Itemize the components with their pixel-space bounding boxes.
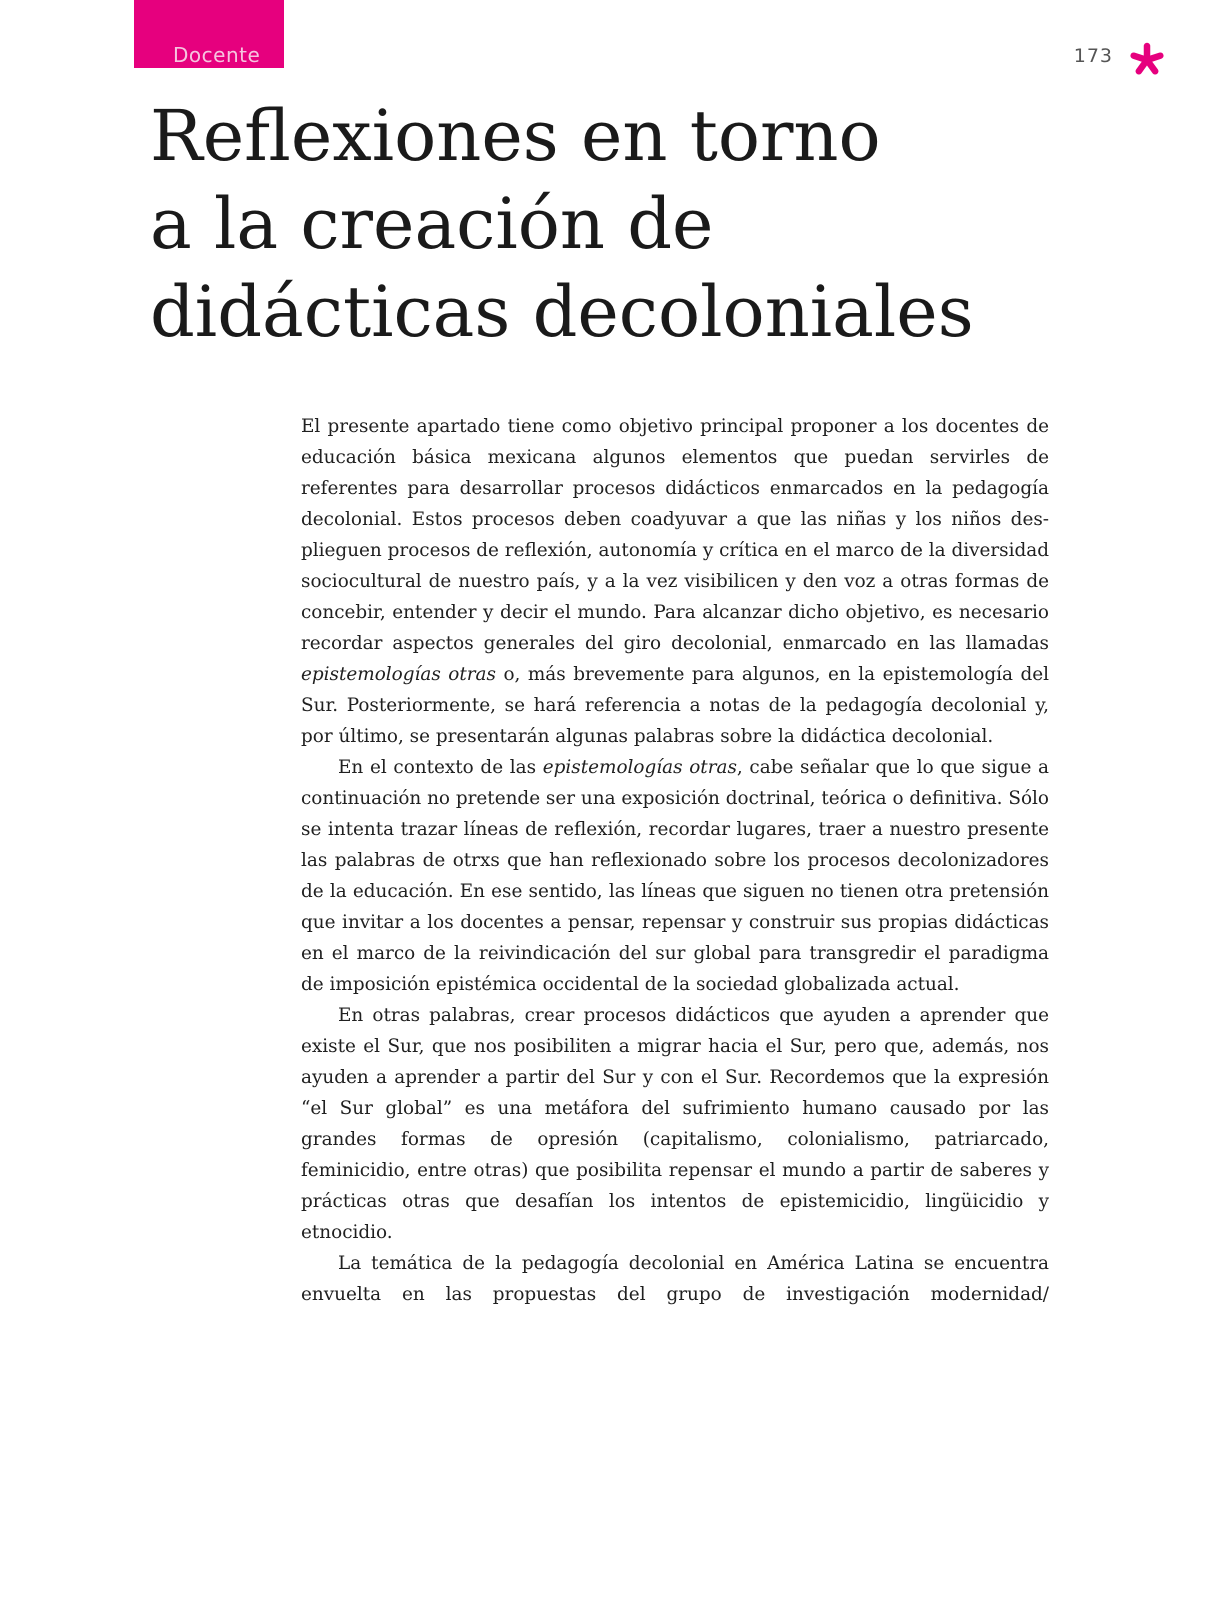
- body-text: [301, 411, 1049, 1310]
- section-label: Docente: [173, 43, 261, 67]
- paragraph-text: El presente apartado tiene como objetivo principal proponer a los docentes de educación básica mexicana algunos elementos que puedan servirles de referentes para desarrollar procesos didácticos enmarcados en la pedagogía decolonial. Estos procesos deben coadyuvar a que las niñas y los niños desplieguen procesos de reflexión, autonomía y crítica en el marco de la diversidad sociocultural de nuestro país, y a la vez visibilicen y den voz a otras formas de concebir, entender y decir el mundo. Para alcanzar dicho objetivo, es necesario recordar aspectos generales del giro decolonial, enmarcado en las llamadas: [301, 416, 1049, 654]
- paragraph-text: , cabe señalar que lo que sigue a continuación no pretende ser una exposición doctrinal, teórica o definitiva. Sólo se intenta trazar líneas de reflexión, recordar lugares, traer a nuestro presente las palabras de otrxs que han reflexionado sobre los procesos decolonizadores de la educación. En ese sentido, las líneas que siguen no tienen otra pretensión que invitar a los docentes a pensar, repensar y construir sus propias didácticas en el marco de la reivindicación del sur global para transgredir el paradigma de imposición epistémica occidental de la sociedad globalizada actual.: [301, 757, 1049, 995]
- paragraph-text: o, más brevemente para algunos, en la epistemología del Sur. Posteriormente, se hará referencia a notas de la pedagogía decolonial y, por último, se presentarán algunas palabras sobre la didáctica decolonial.: [301, 664, 1049, 747]
- body-paragraph: [301, 411, 1049, 752]
- italic-term: epistemologías otras: [542, 757, 737, 778]
- body-paragraph: [301, 752, 1049, 1000]
- title-line-2: a la creación de: [150, 183, 714, 265]
- page-title: [150, 92, 1110, 356]
- page-number: 173: [1073, 45, 1113, 67]
- paragraph-text: En otras palabras, crear procesos didácticos que ayuden a aprender que existe el Sur, que nos posibiliten a migrar hacia el Sur, pero que, además, nos ayuden a aprender a partir del Sur y con el Sur. Recordemos que la expresión “el Sur global” es una metáfora del sufrimiento humano causado por las grandes formas de opresión (capitalismo, colonialismo, patriarcado, feminicidio, entre otras) que posibilita repensar el mundo a partir de saberes y prácticas otras que desafían los intentos de epistemicidio, lingüicidio y etnocidio.: [301, 1005, 1049, 1243]
- body-paragraph: [301, 1000, 1049, 1248]
- asterisk-icon: [1129, 42, 1165, 78]
- italic-term: epistemologías otras: [301, 664, 496, 685]
- title-line-1: Reflexiones en torno: [150, 95, 881, 177]
- body-paragraph: [301, 1248, 1049, 1310]
- paragraph-text: En el contexto de las: [338, 757, 543, 778]
- title-line-3: didácticas decoloniales: [150, 271, 974, 353]
- section-tab: [134, 0, 284, 68]
- paragraph-text: La temática de la pedagogía decolonial en América Latina se encuentra envuelta en las propuestas del grupo de investigación modernidad/: [301, 1253, 1049, 1305]
